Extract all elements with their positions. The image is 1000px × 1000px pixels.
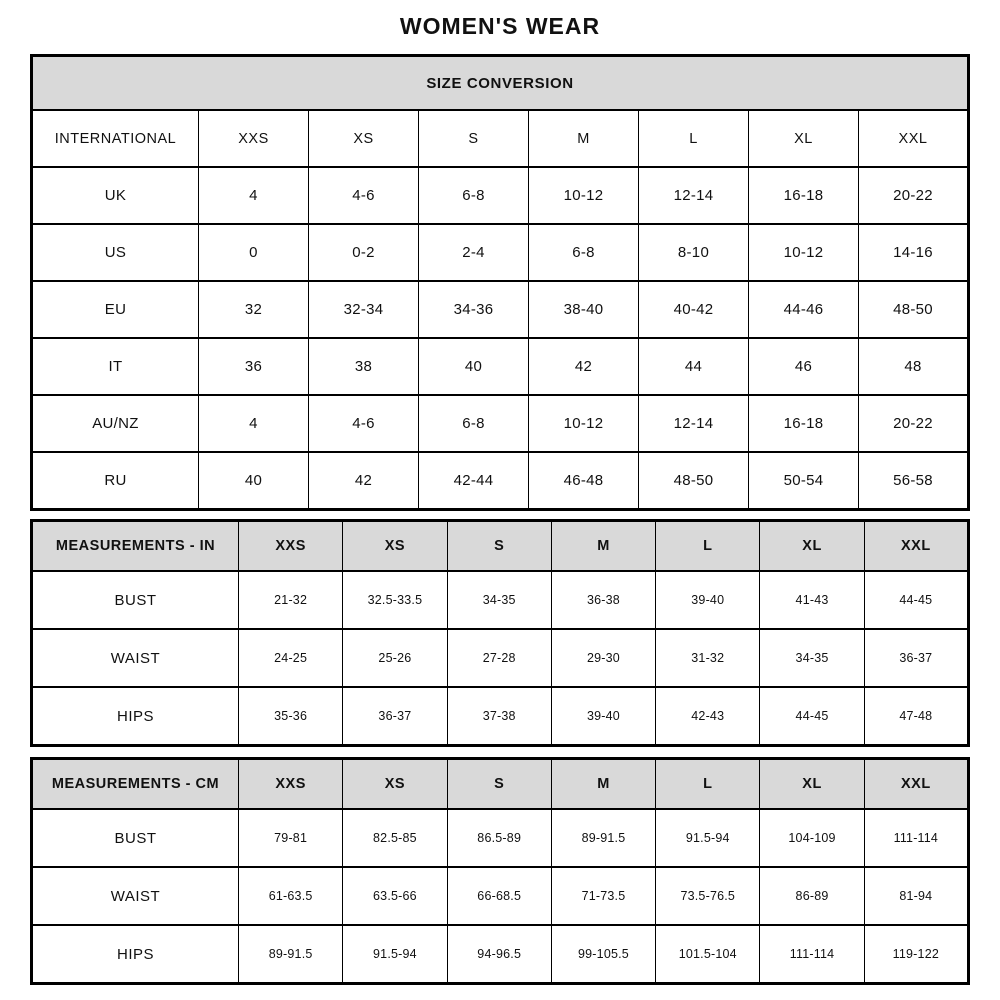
measurement-cell: 24-25 (239, 629, 343, 687)
measurement-cell: 111-114 (864, 809, 968, 867)
measurement-cell: 79-81 (239, 809, 343, 867)
size-cell: 36 (199, 338, 309, 395)
measurement-cell: 36-38 (551, 571, 655, 629)
measurement-cell: 89-91.5 (239, 925, 343, 984)
measurement-cell: 42-43 (656, 687, 760, 746)
size-header-cell: XS (343, 521, 447, 572)
size-cell: 10-12 (529, 167, 639, 224)
measurement-cell: 111-114 (760, 925, 864, 984)
size-cell: 32-34 (309, 281, 419, 338)
size-cell: 48 (859, 338, 969, 395)
size-header-cell: XXS (239, 521, 343, 572)
measurement-cell: 21-32 (239, 571, 343, 629)
size-cell: 20-22 (859, 395, 969, 452)
size-cell: 10-12 (749, 224, 859, 281)
size-cell: 12-14 (639, 167, 749, 224)
row-label: AU/NZ (32, 395, 199, 452)
size-header-cell: XXS (239, 759, 343, 810)
table-banner-row (32, 56, 969, 111)
size-header-cell: L (656, 521, 760, 572)
table-row-it (32, 338, 969, 395)
table-row-uk (32, 167, 969, 224)
measurement-cell: 119-122 (864, 925, 968, 984)
row-label: HIPS (32, 925, 239, 984)
size-conversion-table (30, 54, 970, 511)
row-label: IT (32, 338, 199, 395)
measurements-cm-title: MEASUREMENTS - CM (32, 759, 239, 810)
measurement-cell: 66-68.5 (447, 867, 551, 925)
measurement-cell: 34-35 (447, 571, 551, 629)
measurement-cell: 86.5-89 (447, 809, 551, 867)
size-cell: 14-16 (859, 224, 969, 281)
measurement-cell: 89-91.5 (551, 809, 655, 867)
size-cell: 0-2 (309, 224, 419, 281)
size-cell: 38 (309, 338, 419, 395)
size-cell: 4-6 (309, 395, 419, 452)
measurement-cell: 27-28 (447, 629, 551, 687)
size-header-cell: S (447, 759, 551, 810)
measurement-cell: 37-38 (447, 687, 551, 746)
table-row-hips-cm (32, 925, 969, 984)
table-row-bust-in (32, 571, 969, 629)
row-label: US (32, 224, 199, 281)
size-header-cell: L (639, 110, 749, 167)
measurement-cell: 47-48 (864, 687, 968, 746)
size-cell: 2-4 (419, 224, 529, 281)
row-label: BUST (32, 809, 239, 867)
size-cell: 8-10 (639, 224, 749, 281)
row-label: HIPS (32, 687, 239, 746)
measurement-cell: 82.5-85 (343, 809, 447, 867)
size-cell: 48-50 (859, 281, 969, 338)
row-label: BUST (32, 571, 239, 629)
row-label: WAIST (32, 629, 239, 687)
size-cell: 40 (199, 452, 309, 510)
size-header-cell: XXL (859, 110, 969, 167)
row-label: WAIST (32, 867, 239, 925)
size-cell: 10-12 (529, 395, 639, 452)
measurement-cell: 91.5-94 (656, 809, 760, 867)
size-cell: 16-18 (749, 395, 859, 452)
size-header-cell: L (656, 759, 760, 810)
size-cell: 12-14 (639, 395, 749, 452)
table-row-hips-in (32, 687, 969, 746)
page-title: WOMEN'S WEAR (399, 13, 601, 39)
measurement-cell: 99-105.5 (551, 925, 655, 984)
measurement-cell: 36-37 (864, 629, 968, 687)
measurements-in-table (30, 519, 970, 747)
measurement-cell: 94-96.5 (447, 925, 551, 984)
size-cell: 56-58 (859, 452, 969, 510)
row-label: EU (32, 281, 199, 338)
size-cell: 4-6 (309, 167, 419, 224)
measurement-cell: 41-43 (760, 571, 864, 629)
size-cell: 50-54 (749, 452, 859, 510)
size-cell: 42 (529, 338, 639, 395)
table-row-us (32, 224, 969, 281)
table-row-waist-in (32, 629, 969, 687)
measurement-cell: 104-109 (760, 809, 864, 867)
size-header-cell: S (419, 110, 529, 167)
size-header-cell: M (529, 110, 639, 167)
measurement-cell: 39-40 (656, 571, 760, 629)
size-header-row (32, 110, 969, 167)
measurement-cell: 91.5-94 (343, 925, 447, 984)
size-header-cell: XS (343, 759, 447, 810)
row-label: UK (32, 167, 199, 224)
size-cell: 6-8 (419, 167, 529, 224)
measurement-cell: 73.5-76.5 (656, 867, 760, 925)
size-header-cell: XL (760, 759, 864, 810)
size-header-cell: M (551, 759, 655, 810)
size-cell: 40 (419, 338, 529, 395)
size-cell: 34-36 (419, 281, 529, 338)
size-header-cell: XXL (864, 759, 968, 810)
size-header-cell: XXL (864, 521, 968, 572)
size-cell: 0 (199, 224, 309, 281)
size-cell: 20-22 (859, 167, 969, 224)
measurement-cell: 32.5-33.5 (343, 571, 447, 629)
international-label: INTERNATIONAL (32, 110, 199, 167)
measurement-cell: 25-26 (343, 629, 447, 687)
size-header-cell: XL (760, 521, 864, 572)
measurement-cell: 81-94 (864, 867, 968, 925)
size-header-cell: S (447, 521, 551, 572)
size-cell: 38-40 (529, 281, 639, 338)
measurement-cell: 39-40 (551, 687, 655, 746)
size-cell: 44-46 (749, 281, 859, 338)
measurement-cell: 44-45 (864, 571, 968, 629)
size-cell: 46 (749, 338, 859, 395)
size-header-cell: M (551, 521, 655, 572)
size-header-cell: XL (749, 110, 859, 167)
measurements-cm-table (30, 757, 970, 985)
measurement-cell: 61-63.5 (239, 867, 343, 925)
measurements-in-header-row (32, 521, 969, 572)
measurement-cell: 101.5-104 (656, 925, 760, 984)
measurement-cell: 44-45 (760, 687, 864, 746)
size-cell: 40-42 (639, 281, 749, 338)
size-cell: 6-8 (419, 395, 529, 452)
size-cell: 48-50 (639, 452, 749, 510)
size-cell: 32 (199, 281, 309, 338)
measurements-in-title: MEASUREMENTS - IN (32, 521, 239, 572)
measurements-cm-header-row (32, 759, 969, 810)
measurement-cell: 71-73.5 (551, 867, 655, 925)
measurement-cell: 34-35 (760, 629, 864, 687)
size-header-cell: XXS (199, 110, 309, 167)
size-cell: 44 (639, 338, 749, 395)
size-cell: 4 (199, 167, 309, 224)
measurement-cell: 29-30 (551, 629, 655, 687)
table-row-ru (32, 452, 969, 510)
table-row-eu (32, 281, 969, 338)
table-row-waist-cm (32, 867, 969, 925)
table-row-bust-cm (32, 809, 969, 867)
size-cell: 4 (199, 395, 309, 452)
size-cell: 16-18 (749, 167, 859, 224)
row-label: RU (32, 452, 199, 510)
measurement-cell: 35-36 (239, 687, 343, 746)
size-conversion-title: SIZE CONVERSION (32, 56, 969, 111)
measurement-cell: 63.5-66 (343, 867, 447, 925)
size-header-cell: XS (309, 110, 419, 167)
table-row-aunz (32, 395, 969, 452)
size-cell: 42 (309, 452, 419, 510)
measurement-cell: 86-89 (760, 867, 864, 925)
measurement-cell: 31-32 (656, 629, 760, 687)
measurement-cell: 36-37 (343, 687, 447, 746)
size-cell: 6-8 (529, 224, 639, 281)
size-cell: 46-48 (529, 452, 639, 510)
size-cell: 42-44 (419, 452, 529, 510)
